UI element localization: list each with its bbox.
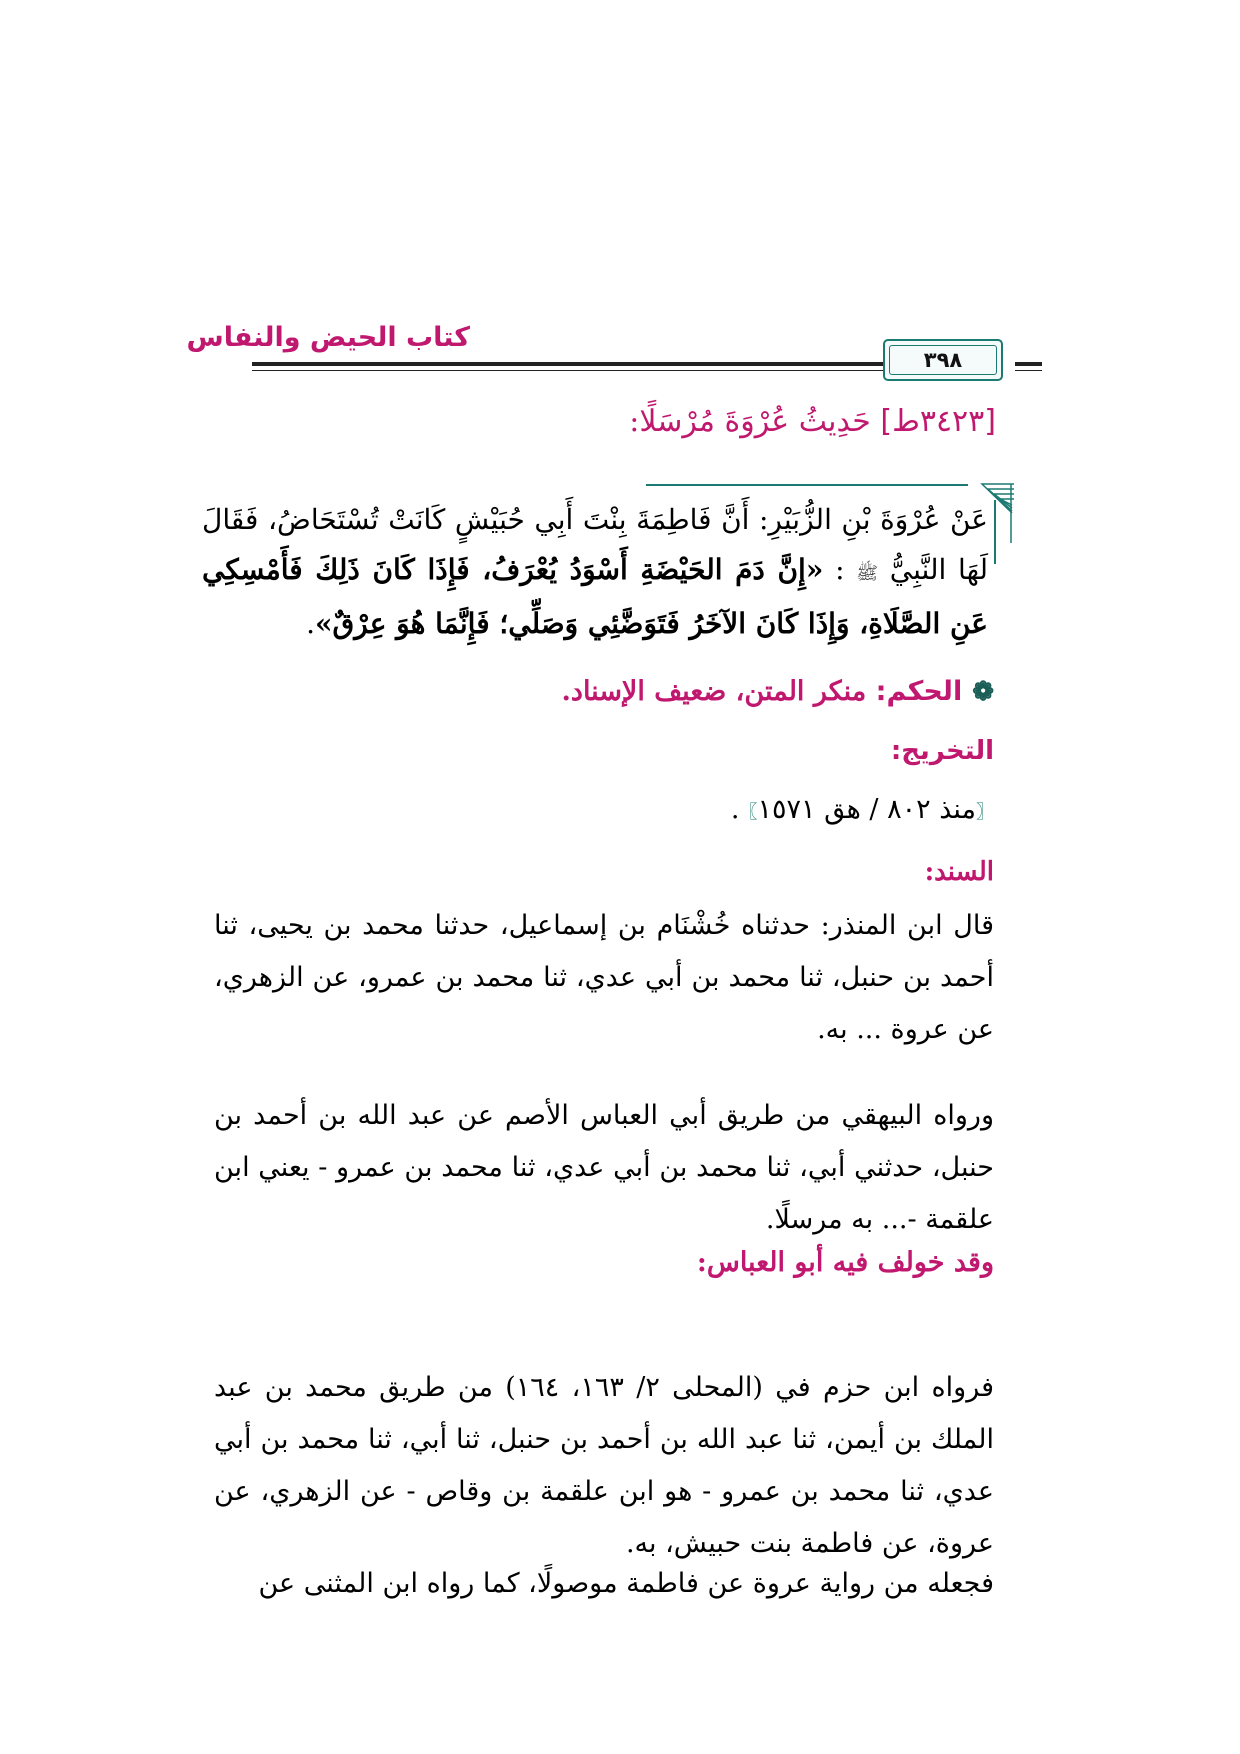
takhrij-label: التخريج: bbox=[890, 736, 994, 766]
paragraph-bayhaqi: ورواه البيهقي من طريق أبي العباس الأصم عن عبد الله بن أحمد بن حنبل، حدثني أبي، ثنا محمد بن أبي عدي، ثنا محمد بن عمرو - يعني ابن علقمة -... به مرسلًا. bbox=[214, 1100, 994, 1235]
hadith-intro: عَنْ عُرْوَةَ بْنِ الزُّبَيْرِ: أَنَّ فَاطِمَةَ بِنْتَ أَبِي حُبَيْشٍ كَانَتْ تُسْتَحَاضُ، فَقَالَ لَهَا النَّبِيُّ bbox=[202, 503, 989, 586]
page-number: ٣٩٨ bbox=[889, 345, 997, 375]
subheading-dissent: وقد خولف فيه أبو العباس: bbox=[696, 1247, 994, 1278]
honorific-glyph: ﷺ bbox=[856, 563, 879, 584]
page-number-frame bbox=[883, 339, 1003, 381]
header-rule-left bbox=[1015, 362, 1042, 366]
hadith-colon: : bbox=[835, 553, 845, 586]
takhrij-end: . bbox=[730, 794, 740, 825]
ruling-line bbox=[214, 672, 994, 712]
takhrij-reference bbox=[731, 790, 994, 833]
ruling-label: الحكم: bbox=[875, 676, 963, 707]
sanad-label: السند: bbox=[924, 857, 994, 887]
paragraph-conclusion: فجعله من رواية عروة عن فاطمة موصولًا، كما رواه ابن المثنى عن bbox=[258, 1568, 994, 1599]
hadith-end: . bbox=[306, 607, 316, 640]
paragraph-ibn-hazm: فرواه ابن حزم في (المحلى ٢/ ١٦٣، ١٦٤) من طريق محمد بن عبد الملك بن أيمن، ثنا عبد الله بن أحمد بن حنبل، ثنا أبي، ثنا محمد بن أبي عدي، ثنا محمد بن عمرو - هو ابن علقمة بن وقاص - عن الزهري، عن عروة، عن فاطمة بنت حبيش، به. bbox=[214, 1372, 994, 1559]
flower-ornament-icon: ❁ bbox=[972, 677, 994, 707]
hadith-box-top-rule bbox=[646, 484, 968, 486]
hadith-heading bbox=[216, 400, 996, 444]
paragraph-ibn-al-mundhir: قال ابن المنذر: حدثناه خُشْنَام بن إسماعيل، حدثنا محمد بن يحيى، ثنا أحمد بن حنبل، ثنا محمد بن أبي عدي، ثنا محمد بن عمرو، عن الزهري، عن عروة ... به. bbox=[214, 910, 994, 1045]
ruling-text: منكر المتن، ضعيف الإسناد. bbox=[561, 676, 867, 707]
hadith-text bbox=[202, 495, 988, 649]
hadith-number: [٣٤٢٣ط] bbox=[880, 404, 996, 439]
open-bracket: 〖 bbox=[976, 802, 994, 823]
running-title: كتاب الحيض والنفاس bbox=[186, 322, 470, 353]
hadith-quote: «إِنَّ دَمَ الحَيْضَةِ أَسْوَدُ يُعْرَفُ، فَإِذَا كَانَ ذَلِكَ فَأَمْسِكِي عَنِ الصَّلَاةِ، وَإِذَا كَانَ الآخَرُ فَتَوَضَّئِي وَصَلِّي؛ فَإِنَّمَا هُوَ عِرْقٌ» bbox=[202, 553, 988, 640]
hadith-title: حَدِيثُ عُرْوَةَ مُرْسَلًا: bbox=[629, 404, 871, 439]
takhrij-reference-text: منذ ٨٠٢ / هق ١٥٧١ bbox=[757, 794, 976, 825]
hadith-box-side-rule bbox=[994, 500, 996, 564]
header-rule-left-thin bbox=[1015, 370, 1042, 371]
close-bracket: 〗 bbox=[739, 802, 758, 823]
